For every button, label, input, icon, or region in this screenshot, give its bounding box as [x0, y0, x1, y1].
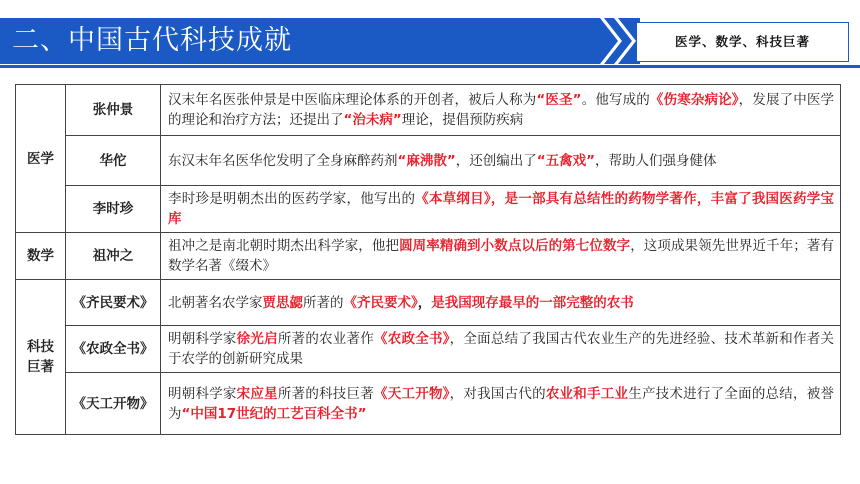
row-description: 祖冲之是南北朝时期杰出科学家，他把圆周率精确到小数点以后的第七位数字，这项成果领先世界近千年；著有数学名著《缀术》	[161, 233, 841, 280]
row-description: 北朝著名农学家贾思勰所著的《齐民要术》，是我国现存最早的一部完整的农书	[161, 280, 841, 326]
section-title: 二、中国古代科技成就	[12, 25, 292, 56]
row-name: 华佗	[66, 136, 161, 186]
topic-tag: 医学、数学、科技巨著	[674, 34, 810, 49]
table-row	[16, 373, 841, 435]
row-description: 明朝科学家徐光启所著的农业著作《农政全书》，全面总结了我国古代农业生产的先进经验、技术革新和作者关于农学的创新研究成果	[161, 326, 841, 373]
header-rule	[0, 65, 860, 68]
category-math: 数学	[16, 233, 66, 280]
row-name: 《齐民要术》	[66, 280, 161, 326]
row-name: 《农政全书》	[66, 326, 161, 373]
table-row	[16, 186, 841, 233]
row-description: 李时珍是明朝杰出的医药学家，他写出的《本草纲目》，是一部具有总结性的药物学著作，丰富了我国医药学宝库	[161, 186, 841, 233]
row-name: 《天工开物》	[66, 373, 161, 435]
row-description: 汉末年名医张仲景是中医临床理论体系的开创者，被后人称为“医圣”。他写成的《伤寒杂病论》，发展了中医学的理论和治疗方法；还提出了“治未病”理论，提倡预防疾病	[161, 85, 841, 136]
row-description: 明朝科学家宋应星所著的科技巨著《天工开物》，对我国古代的农业和手工业生产技术进行了全面的总结，被誉为“中国17世纪的工艺百科全书”	[161, 373, 841, 435]
table-row	[16, 85, 841, 136]
row-name: 祖冲之	[66, 233, 161, 280]
table-row	[16, 326, 841, 373]
achievements-table	[15, 84, 841, 435]
table-row	[16, 136, 841, 186]
category-medicine: 医学	[16, 85, 66, 233]
row-name: 李时珍	[66, 186, 161, 233]
title-banner	[0, 18, 640, 64]
row-name: 张仲景	[66, 85, 161, 136]
row-description: 东汉末年名医华佗发明了全身麻醉药剂“麻沸散”，还创编出了“五禽戏”，帮助人们强身健体	[161, 136, 841, 186]
table-row	[16, 233, 841, 280]
table-row	[16, 280, 841, 326]
topic-tag-box	[636, 22, 849, 62]
category-books: 科技巨著	[16, 280, 66, 435]
